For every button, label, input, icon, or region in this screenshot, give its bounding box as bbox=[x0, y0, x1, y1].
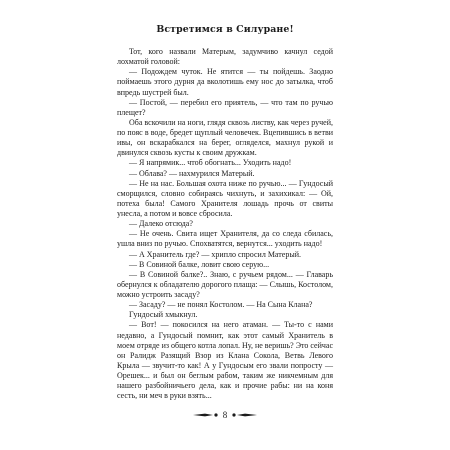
paragraph: — В Совиной балке?.. Знаю, с ручьем рядом... — Главарь обернулся к обладателю дорогого плаща: — Слышь, Костолом, можно устроить засаду? bbox=[117, 269, 333, 299]
paragraph: — Постой, — перебил его приятель, — что там по ручью плещет? bbox=[117, 97, 333, 117]
paragraph: Оба вскочили на ноги, глядя сквозь листву, как через ручей, по пояс в воде, бредет щуплый человечек. Вцепившись в ветви ивы, он вскарабкался на берег, огляделся, махнул рукой и двинулся сквозь кусты к своим дружкам. bbox=[117, 117, 333, 158]
running-header: Встретимся в Силуране! bbox=[156, 24, 294, 35]
paragraph: — Засаду? — не понял Костолом. — На Сына Клана? bbox=[129, 300, 313, 310]
paragraph: — Вот! — покосился на него атаман. — Ты-то с нами недавно, а Гундосый помнит, как этот самый Хранитель в моем отряде из общего котла лопал. Ну, не веришь? Это сейчас он Ралидж Разящий Взор из Клана Сокола, Ветвь Левого Крыла — звучит-то как! А у Гундосым его звали попросту — Орешек... и был он беглым рабом, таким же никчемным для нашего разбойничьего дела, как и прочие рабы: ни на коня сесть, ни меч в руки взять... bbox=[117, 320, 333, 401]
paragraph: — Я напрямик... чтоб обогнать... Уходить надо! bbox=[129, 158, 292, 168]
paragraph: — Подождем чуток. Не ятится — ты пойдешь. Заодно поймаешь этого дурня да вколотишь ему нос до затылка, чтоб впредь шустрей был. bbox=[117, 67, 333, 97]
ornament-right-icon bbox=[231, 411, 257, 419]
ornament-left-icon bbox=[193, 411, 219, 419]
paragraph: — Не на нас. Большая охота ниже по ручью... — Гундосый сморщился, словно собираясь чихнуть, и захихикал: — Ой, потеха была! Самого Хранителя лошадь прочь от свиты унесла, а потом и вовсе сбросила. bbox=[117, 178, 333, 218]
paragraph: Гундосый хмыкнул. bbox=[129, 310, 198, 320]
paragraph: — Не очень. Свита ищет Хранителя, да со следа сбилась, ушла вниз по ручью. Спохватятся, вернутся... уходить надо! bbox=[117, 229, 333, 249]
paragraph: Тот, кого назвали Матерым, задумчиво качнул седой лохматой головой: bbox=[117, 47, 333, 67]
paragraph: — Облава? — нахмурился Матерый. bbox=[129, 168, 255, 178]
paragraph: — А Хранитель где? — хрипло спросил Матерый. bbox=[129, 249, 301, 259]
paragraph: — В Совиной балке, ловит свою серую... bbox=[129, 259, 270, 269]
page-number: 8 bbox=[222, 409, 228, 420]
paragraph: — Далеко отсюда? bbox=[129, 219, 193, 229]
page-footer bbox=[0, 408, 450, 422]
body-text bbox=[117, 47, 333, 401]
